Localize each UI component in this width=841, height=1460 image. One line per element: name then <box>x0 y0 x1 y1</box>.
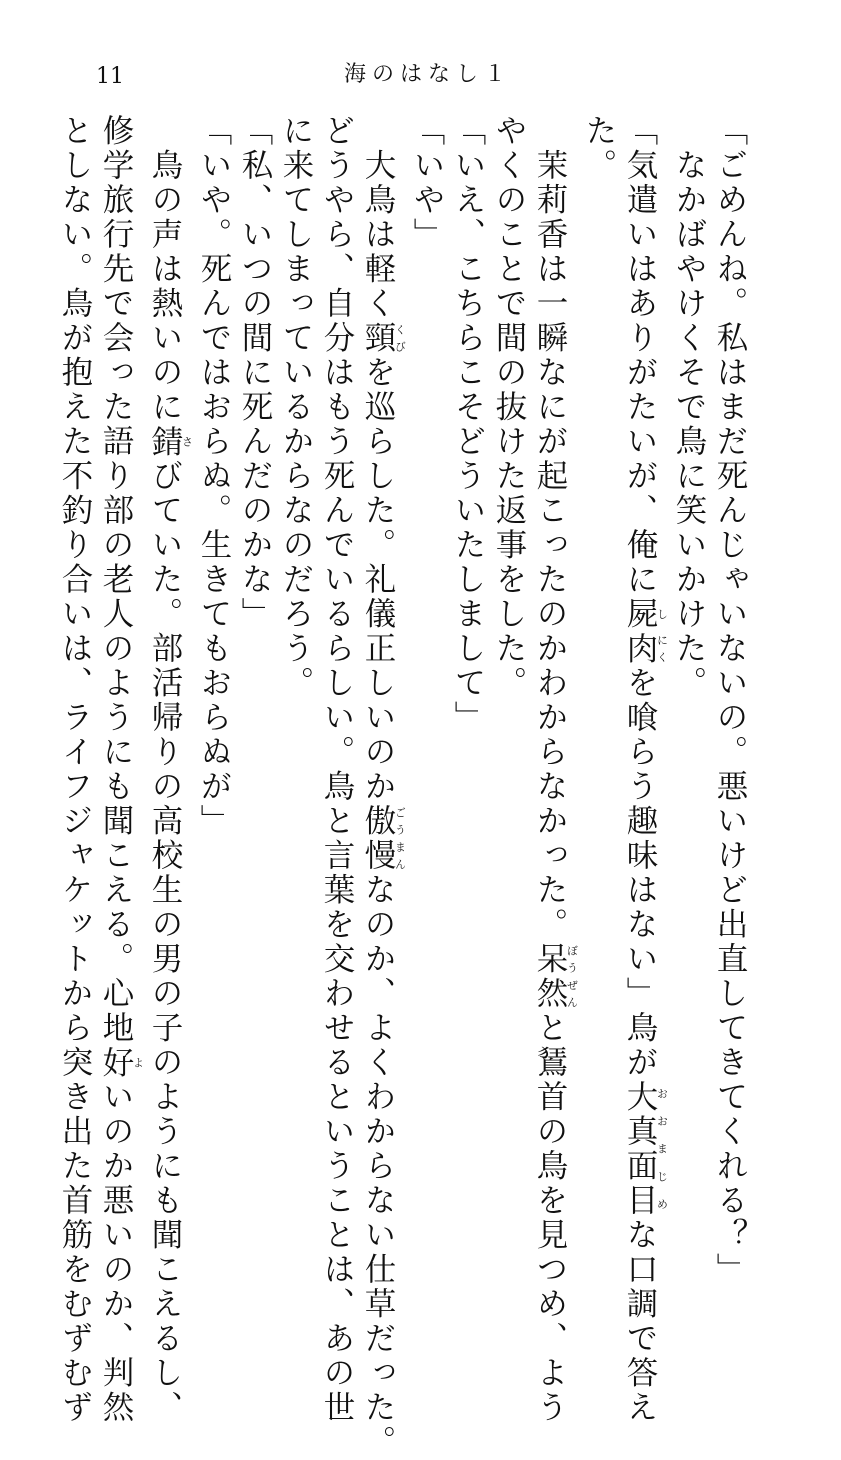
text-segment: としない。鳥が抱えた不釣り合いは、ライフジャケットから突き出た首筋をむずむず <box>57 114 93 1425</box>
ruby-base: 傲慢 <box>360 804 396 873</box>
ruby-base: 頸 <box>360 321 396 356</box>
novel-text-body <box>57 114 750 1460</box>
furigana: ぼうぜん <box>565 942 579 1011</box>
running-head: 海のはなし１ <box>344 62 513 87</box>
ruby-base: 錆 <box>147 424 183 459</box>
text-segment: 大鳥は軽く <box>360 114 396 321</box>
text-segment: を巡らした。礼儀正しいのか <box>360 355 396 804</box>
text-line <box>234 114 275 1114</box>
ruby-word <box>622 631 669 667</box>
text-segment: を喰らう趣味はない」鳥が <box>622 666 658 1080</box>
text-segment: いのか悪いのか、判然 <box>98 1080 134 1425</box>
furigana: ごうまん <box>393 804 407 873</box>
text-segment: 「いえ、こちらこそどういたしまして」 <box>450 114 486 735</box>
ruby-base: 大真面目 <box>622 1080 658 1218</box>
text-segment: と鵟首の鳥を見つめ、よう <box>532 1011 568 1425</box>
ruby-word <box>622 1080 669 1218</box>
furigana: し <box>655 597 669 632</box>
text-line <box>709 114 750 1287</box>
text-line <box>357 114 407 1460</box>
text-segment: 茉莉香は一瞬なにが起こったのかわからなかった。 <box>532 114 568 942</box>
text-segment: 「いや。死んではおらぬ。生きてもおらぬが」 <box>196 114 232 839</box>
ruby-base: 屍 <box>622 597 658 632</box>
furigana: よ <box>131 1045 145 1080</box>
text-segment: に来てしまっているからなのだろう。 <box>278 114 314 701</box>
text-segment: 「ごめんね。私はまだ死んじゃいないの。悪いけど出直してきてくれる？」 <box>712 114 748 1287</box>
page-number: 11 <box>96 64 124 89</box>
ruby-word <box>360 321 407 356</box>
text-segment: 「いや」 <box>409 114 445 252</box>
furigana: さ <box>180 424 194 459</box>
text-line <box>144 114 194 1425</box>
text-segment: 「私、いつの間に死んだのかな」 <box>237 114 273 632</box>
text-segment: 修学旅行先で会った語り部の老人のようにも聞こえる。心地 <box>98 114 134 1046</box>
text-segment: た。 <box>581 114 617 183</box>
ruby-base: 呆然 <box>532 942 568 1011</box>
text-line <box>619 114 669 1425</box>
ruby-word <box>98 1045 145 1081</box>
text-segment: な口調で答え <box>622 1218 658 1425</box>
text-line <box>529 114 579 1425</box>
text-line <box>193 114 234 1114</box>
text-line <box>54 114 95 1425</box>
text-line <box>95 114 145 1425</box>
text-segment: 鳥の声は熱いのに <box>147 114 183 425</box>
furigana: おおまじめ <box>655 1080 669 1218</box>
ruby-base: 肉 <box>622 631 658 666</box>
text-segment: なのか、よくわからない仕草だった。 <box>360 873 396 1460</box>
furigana: くび <box>393 321 407 356</box>
text-segment: 「気遣いはありがたいが、俺に <box>622 114 658 597</box>
text-line <box>447 114 488 1114</box>
furigana: にく <box>655 631 669 666</box>
ruby-base: 好 <box>98 1045 134 1080</box>
text-line <box>316 114 357 1425</box>
text-segment: なかばやけくそで鳥に笑いかけた。 <box>671 114 707 701</box>
text-line <box>488 114 529 1114</box>
ruby-word <box>622 597 669 632</box>
text-segment: びていた。部活帰りの高校生の男の子のようにも聞こえるし、 <box>147 459 183 1425</box>
text-segment: どうやら、自分はもう死んでいるらしい。鳥と言葉を交わせるということは、あの世 <box>319 114 355 1425</box>
text-segment: やくのことで間の抜けた返事をした。 <box>491 114 527 701</box>
ruby-word <box>360 804 407 873</box>
ruby-word <box>147 424 194 460</box>
text-line <box>668 114 709 1114</box>
text-line <box>578 114 619 1114</box>
text-line <box>275 114 316 1114</box>
ruby-word <box>532 942 579 1011</box>
text-line <box>406 114 447 1114</box>
